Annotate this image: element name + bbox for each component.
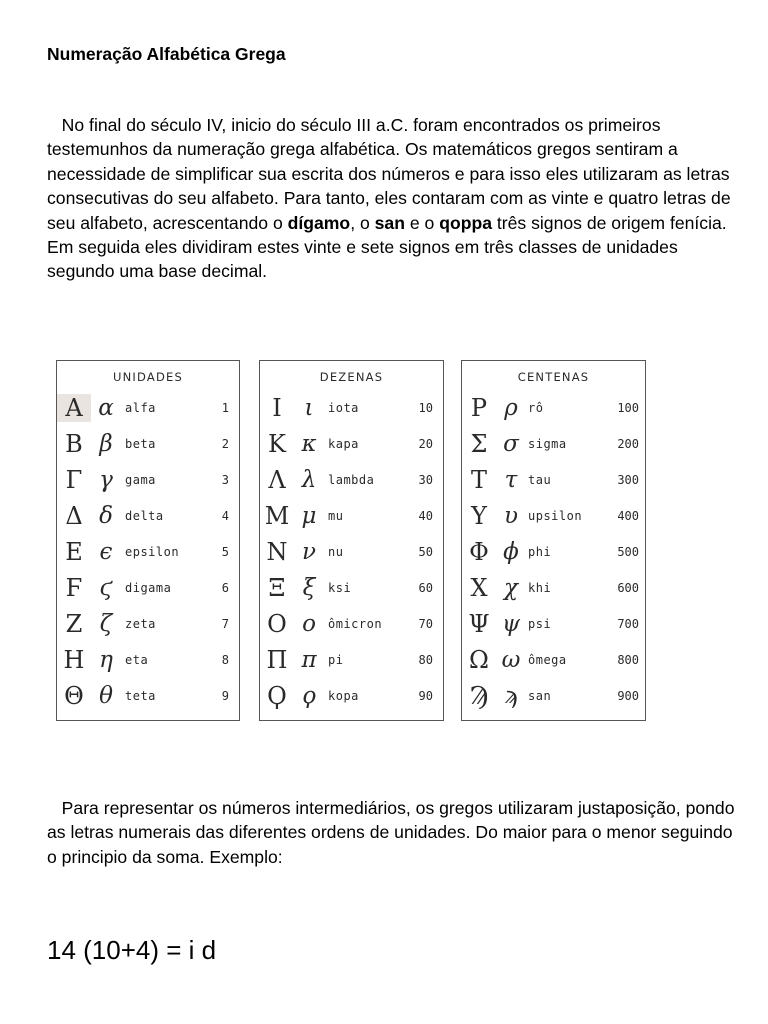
- letter-name: epsilon: [125, 545, 180, 559]
- lowercase-letter: ϙ: [302, 683, 316, 709]
- numeric-value: 50: [418, 545, 433, 559]
- lowercase-letter: ο: [302, 611, 316, 637]
- uppercase-letter: Μ: [264, 502, 290, 530]
- intro-text-1: No final do século IV, inicio do século III a.C. foram encontrados os primeiros testemunhos da numeração grega alfabética. Os matemáticos gregos sentiram a necessidade de simplificar sua escrita dos números e para isso eles utilizaram as letras consecutivas do seu alfabeto. Para tanto, eles contaram com as vinte e quatro letras de seu alfabeto, acrescentando o: [47, 115, 731, 233]
- digamo-term: dígamo: [287, 212, 351, 233]
- numeric-value: 3: [221, 473, 229, 487]
- table-row: [462, 499, 645, 533]
- lowercase-letter: ξ: [302, 575, 316, 601]
- numeric-value: 2: [221, 437, 229, 451]
- numeric-value: 70: [418, 617, 433, 631]
- lowercase-letter: π: [301, 647, 317, 673]
- table-row: [260, 499, 443, 533]
- uppercase-letter: Φ: [469, 538, 489, 566]
- table-row: [462, 679, 645, 713]
- second-paragraph-text: Para representar os números intermediários, os gregos utilizaram justaposição, pondo as letras numerais das diferentes ordens de unidades. Do maior para o menor seguindo o principio da soma. Exemplo:: [47, 798, 735, 867]
- letter-name: san: [528, 689, 552, 703]
- numeric-value: 1: [221, 401, 229, 415]
- letter-name: lambda: [328, 473, 375, 487]
- letter-name: sigma: [528, 437, 567, 451]
- uppercase-letter: Ϡ: [469, 682, 489, 710]
- table-centenas: [461, 360, 646, 721]
- table-row: [260, 463, 443, 497]
- letter-name: eta: [125, 653, 149, 667]
- table-row: [57, 463, 239, 497]
- numeric-value: 10: [418, 401, 433, 415]
- letter-name: nu: [328, 545, 344, 559]
- table-row: [57, 571, 239, 605]
- uppercase-letter: Τ: [470, 466, 487, 494]
- table-row: [260, 643, 443, 677]
- uppercase-letter: Ζ: [65, 610, 83, 638]
- table-row: [462, 463, 645, 497]
- table-row: [57, 499, 239, 533]
- uppercase-letter: Ψ: [468, 610, 490, 638]
- numeric-value: 400: [617, 509, 639, 523]
- second-paragraph: [47, 796, 737, 869]
- letter-name: kapa: [328, 437, 359, 451]
- letter-name: alfa: [125, 401, 156, 415]
- table-row: [57, 643, 239, 677]
- table-row: [462, 571, 645, 605]
- numeric-value: 20: [418, 437, 433, 451]
- letter-name: rô: [528, 401, 544, 415]
- table-header-dezenas: DEZENAS: [319, 370, 384, 384]
- letter-name: ômega: [528, 653, 567, 667]
- lowercase-letter: τ: [504, 467, 518, 493]
- numeric-value: 300: [617, 473, 639, 487]
- table-row: [260, 427, 443, 461]
- letter-name: beta: [125, 437, 156, 451]
- uppercase-letter: Θ: [64, 682, 84, 710]
- lowercase-letter: θ: [99, 683, 113, 709]
- table-row: [260, 571, 443, 605]
- lowercase-letter: ι: [304, 395, 314, 421]
- numeric-value: 80: [418, 653, 433, 667]
- lowercase-letter: ρ: [504, 395, 518, 421]
- numeric-value: 6: [221, 581, 229, 595]
- numeric-value: 900: [617, 689, 639, 703]
- lowercase-letter: α: [98, 395, 114, 421]
- intro-text-2: , o: [350, 212, 375, 233]
- lowercase-letter: ϵ: [99, 539, 113, 565]
- lowercase-letter: μ: [301, 503, 317, 529]
- letter-name: pi: [328, 653, 344, 667]
- uppercase-letter: Ε: [65, 538, 83, 566]
- uppercase-letter: Ρ: [470, 394, 488, 422]
- letter-name: zeta: [125, 617, 156, 631]
- table-row: [462, 643, 645, 677]
- table-header-centenas: CENTENAS: [517, 370, 590, 384]
- letter-name: delta: [125, 509, 164, 523]
- lowercase-letter: δ: [99, 503, 113, 529]
- lowercase-letter: ζ: [99, 611, 113, 637]
- letter-name: upsilon: [528, 509, 583, 523]
- table-row: [57, 427, 239, 461]
- numeric-value: 4: [221, 509, 229, 523]
- letter-name: khi: [528, 581, 552, 595]
- table-dezenas: [259, 360, 444, 721]
- table-row: [260, 391, 443, 425]
- lowercase-letter: σ: [503, 431, 519, 457]
- lowercase-letter: ϡ: [504, 683, 518, 709]
- intro-text-3: e o: [404, 212, 440, 233]
- uppercase-letter: Α: [57, 394, 91, 422]
- letter-name: ômicron: [328, 617, 383, 631]
- numeric-value: 8: [221, 653, 229, 667]
- uppercase-letter: Ι: [272, 394, 282, 422]
- table-row: [57, 391, 239, 425]
- uppercase-letter: Λ: [268, 466, 286, 494]
- uppercase-letter: Ω: [469, 646, 489, 674]
- lowercase-letter: ϛ: [99, 575, 113, 601]
- numeric-value: 500: [617, 545, 639, 559]
- uppercase-letter: Ο: [267, 610, 287, 638]
- table-row: [57, 679, 239, 713]
- uppercase-letter: Ξ: [268, 574, 286, 602]
- numeric-value: 30: [418, 473, 433, 487]
- table-row: [462, 535, 645, 569]
- numeric-value: 40: [418, 509, 433, 523]
- numeric-value: 90: [418, 689, 433, 703]
- example-formula: 14 (10+4) = i d: [47, 935, 217, 965]
- table-row: [462, 427, 645, 461]
- uppercase-letter: Ν: [266, 538, 288, 566]
- table-unidades: [56, 360, 240, 721]
- letter-name: ksi: [328, 581, 352, 595]
- uppercase-letter: Υ: [471, 502, 487, 530]
- qoppa-term: qoppa: [439, 212, 492, 233]
- uppercase-letter: Ϙ: [267, 682, 287, 710]
- table-row: [57, 607, 239, 641]
- letter-name: psi: [528, 617, 552, 631]
- table-row: [260, 535, 443, 569]
- lowercase-letter: η: [99, 647, 113, 673]
- table-row: [260, 679, 443, 713]
- lowercase-letter: ω: [501, 647, 521, 673]
- letter-name: tau: [528, 473, 552, 487]
- lowercase-letter: ν: [302, 539, 316, 565]
- numeric-value: 700: [617, 617, 639, 631]
- letter-name: iota: [328, 401, 359, 415]
- numeric-value: 5: [221, 545, 229, 559]
- uppercase-letter: Η: [63, 646, 85, 674]
- numeric-value: 800: [617, 653, 639, 667]
- letter-name: kopa: [328, 689, 359, 703]
- uppercase-letter: Κ: [268, 430, 286, 458]
- lowercase-letter: κ: [301, 431, 317, 457]
- table-row: [462, 391, 645, 425]
- numeric-value: 200: [617, 437, 639, 451]
- lowercase-letter: ϕ: [503, 539, 519, 565]
- lowercase-letter: υ: [504, 503, 518, 529]
- numeric-value: 7: [221, 617, 229, 631]
- letter-name: teta: [125, 689, 156, 703]
- numeric-value: 100: [617, 401, 639, 415]
- numeric-value: 600: [617, 581, 639, 595]
- lowercase-letter: χ: [504, 575, 518, 601]
- san-term: san: [374, 212, 405, 233]
- page-title: Numeração Alfabética Grega: [47, 44, 286, 64]
- letter-name: mu: [328, 509, 344, 523]
- uppercase-letter: Χ: [470, 574, 488, 602]
- uppercase-letter: Δ: [65, 502, 83, 530]
- table-row: [260, 607, 443, 641]
- lowercase-letter: β: [99, 431, 113, 457]
- lowercase-letter: γ: [99, 467, 113, 493]
- intro-paragraph: [47, 113, 737, 284]
- letter-name: gama: [125, 473, 156, 487]
- table-row: [462, 607, 645, 641]
- table-row: [57, 535, 239, 569]
- lowercase-letter: λ: [301, 467, 317, 493]
- numeric-value: 9: [221, 689, 229, 703]
- uppercase-letter: Γ: [65, 466, 83, 494]
- uppercase-letter: Ϝ: [65, 574, 83, 602]
- numeric-value: 60: [418, 581, 433, 595]
- uppercase-letter: Π: [266, 646, 288, 674]
- table-header-unidades: UNIDADES: [113, 370, 183, 384]
- uppercase-letter: Σ: [470, 430, 488, 458]
- intro-text-4: três signos de origem fenícia. Em seguida eles dividiram estes vinte e sete signos em três classes de unidades segundo uma base decimal.: [47, 212, 727, 282]
- letter-name: digama: [125, 581, 172, 595]
- lowercase-letter: ψ: [501, 611, 521, 637]
- letter-name: phi: [528, 545, 552, 559]
- uppercase-letter: Β: [65, 430, 83, 458]
